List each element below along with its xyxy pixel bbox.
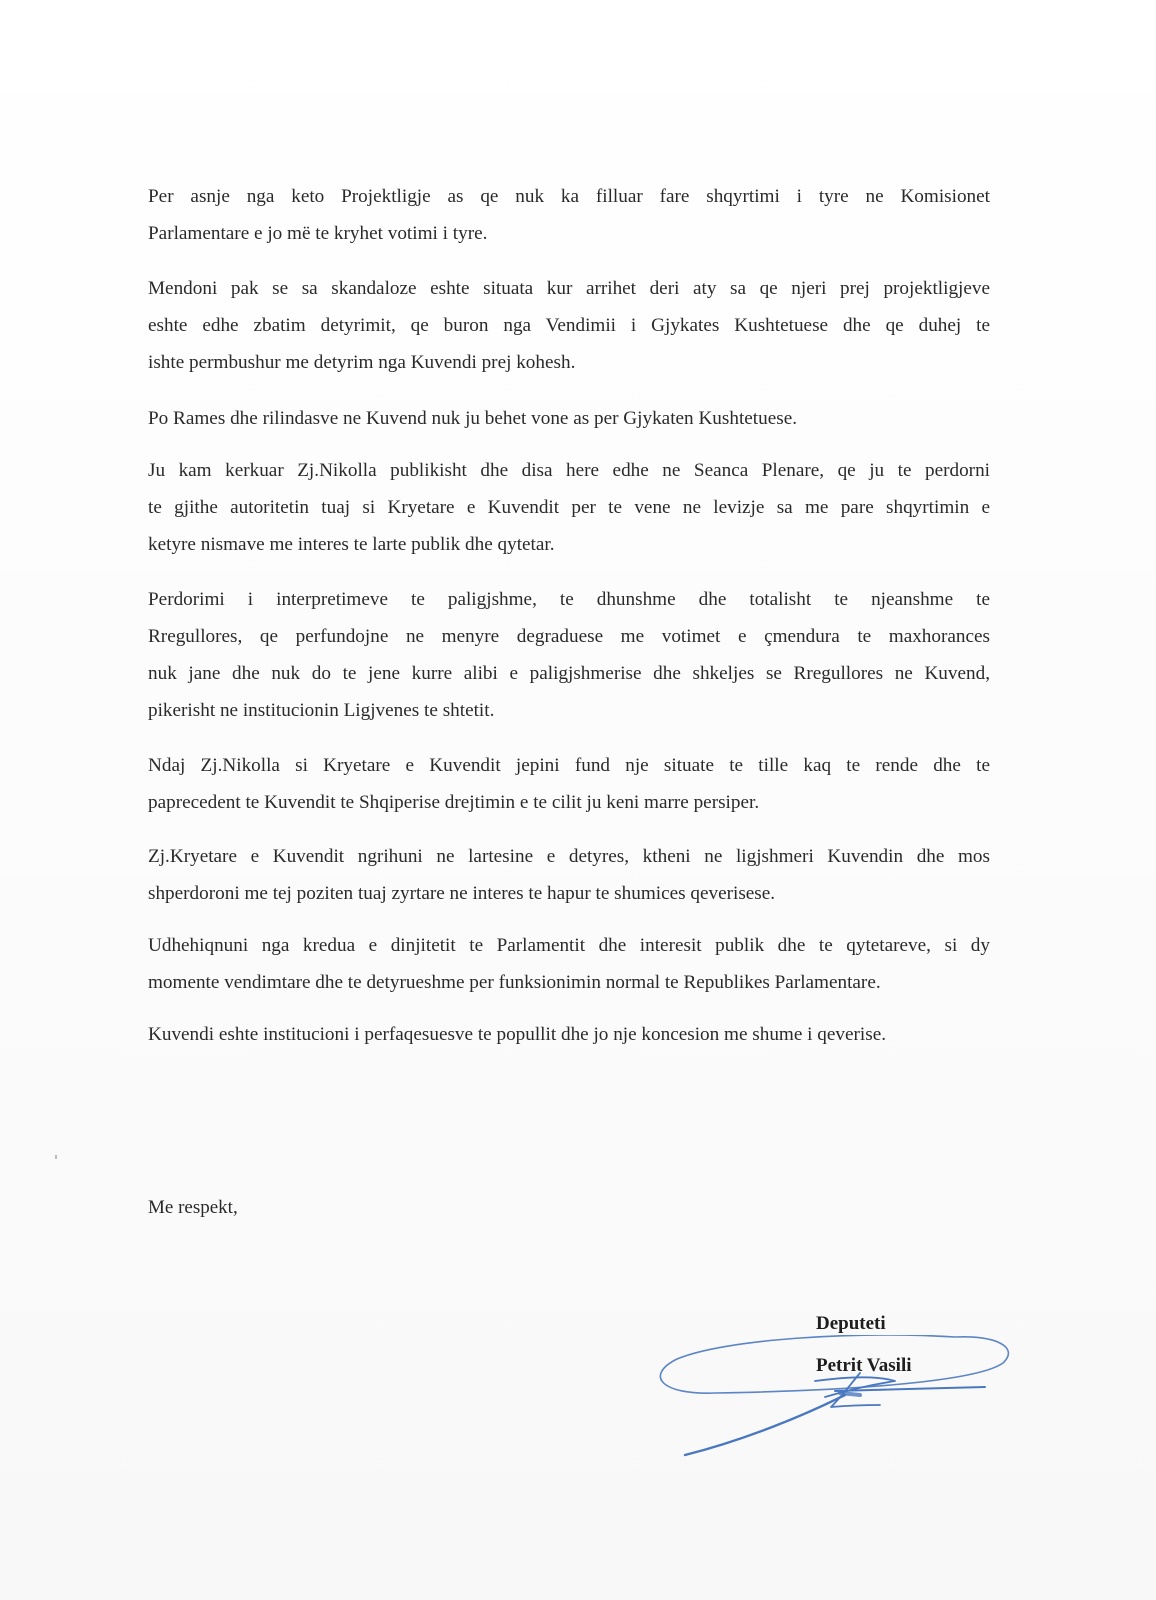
paragraph-line: Rregullores, qe perfundojne ne menyre degraduese me votimet e çmendura te maxhorances — [148, 626, 990, 647]
signature-loop — [660, 1335, 1008, 1393]
paragraph-line: Per asnje nga keto Projektligje as qe nuk ka filluar fare shqyrtimi i tyre ne Komisionet — [148, 186, 990, 207]
paragraph-8 — [148, 927, 990, 1001]
paragraph-line: eshte edhe zbatim detyrimit, qe buron nga Vendimii i Gjykates Kushtetuese dhe qe duhej te — [148, 315, 990, 336]
paragraph-line: Mendoni pak se sa skandaloze eshte situata kur arrihet deri aty sa qe njeri prej projektligjeve — [148, 278, 990, 299]
paragraph-line: Kuvendi eshte institucioni i perfaqesuesve te popullit dhe jo nje koncesion me shume i qeverise. — [148, 1024, 887, 1045]
paragraph-2 — [148, 270, 990, 381]
signature-stroke — [685, 1395, 845, 1455]
signature-icon — [655, 1335, 1035, 1495]
paragraph-line: ketyre nismave me interes te larte publik dhe qytetar. — [148, 534, 555, 555]
scan-speck — [55, 1155, 57, 1159]
paragraph-line: Perdorimi i interpretimeve te paligjshme, te dhunshme dhe totalisht te njeanshme te — [148, 589, 990, 610]
paragraph-1 — [148, 178, 990, 252]
paragraph-6 — [148, 747, 990, 821]
paragraph-3 — [148, 400, 990, 437]
paragraph-5 — [148, 581, 990, 729]
paragraph-4 — [148, 452, 990, 563]
paragraph-9 — [148, 1016, 990, 1053]
paragraph-line: Po Rames dhe rilindasve ne Kuvend nuk ju behet vone as per Gjykaten Kushtetuese. — [148, 408, 798, 429]
paragraph-line: shperdoroni me tej poziten tuaj zyrtare ne interes te hapur te shumices qeverisese. — [148, 883, 776, 904]
paragraph-line: nuk jane dhe nuk do te jene kurre alibi e paligjshmerise dhe shkeljes se Rregullores ne Kuvend, — [148, 663, 990, 684]
paragraph-line: Ju kam kerkuar Zj.Nikolla publikisht dhe disa here edhe ne Seanca Plenare, qe ju te perdorni — [148, 460, 990, 481]
closing-salutation: Me respekt, — [148, 1197, 238, 1218]
paragraph-line: Ndaj Zj.Nikolla si Kryetare e Kuvendit jepini fund nje situate te tille kaq te rende dhe te — [148, 755, 990, 776]
paragraph-line: momente vendimtare dhe te detyrueshme per funksionimin normal te Republikes Parlamentare. — [148, 972, 881, 993]
signature-stroke — [840, 1393, 860, 1395]
paragraph-line: paprecedent te Kuvendit te Shqiperise drejtimin e te cilit ju keni marre persiper. — [148, 792, 760, 813]
paragraph-line: te gjithe autoritetin tuaj si Kryetare e Kuvendit per te vene ne levizje sa me pare shqyrtimin e — [148, 497, 990, 518]
signer-name: Petrit Vasili — [816, 1355, 912, 1376]
paragraph-line: ishte permbushur me detyrim nga Kuvendi prej kohesh. — [148, 352, 576, 373]
paragraph-line: Parlamentare e jo më te kryhet votimi i tyre. — [148, 223, 488, 244]
paragraph-line: Udhehiqnuni nga kredua e dinjitetit te Parlamentit dhe interesit publik dhe te qytetareve, si dy — [148, 935, 990, 956]
signer-title: Deputeti — [816, 1313, 886, 1334]
paragraph-7 — [148, 838, 990, 912]
paragraph-line: Zj.Kryetare e Kuvendit ngrihuni ne lartesine e detyres, ktheni ne ligjshmeri Kuvendin dhe mos — [148, 846, 990, 867]
paragraph-line: pikerisht ne institucionin Ligjvenes te shtetit. — [148, 700, 495, 721]
